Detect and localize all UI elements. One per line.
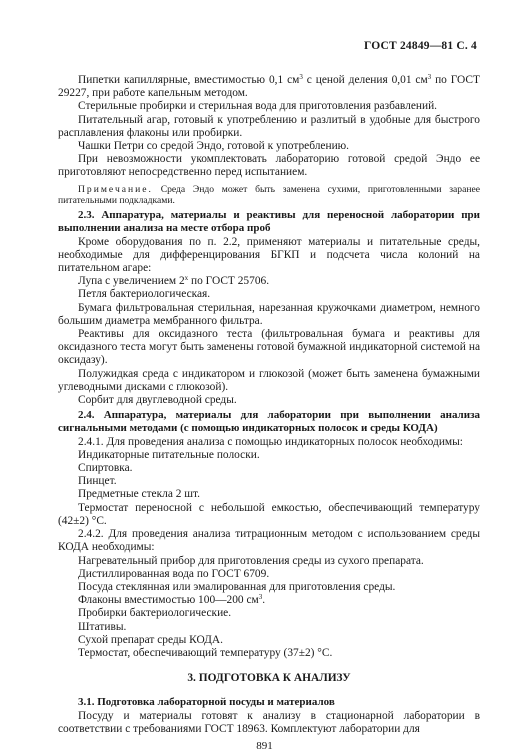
section-heading-3-1: 3.1. Подготовка лабораторной посуды и материалов	[78, 696, 335, 709]
paragraph-distilled-water: Дистиллированная вода по ГОСТ 6709.	[78, 567, 270, 580]
page-number: 891	[256, 740, 273, 752]
paragraph-sorbitol: Сорбит для двуглеводной среды.	[78, 394, 237, 407]
section-heading-2-3: 2.3. Аппаратура, материалы и реактивы для переносной лаборатории при выполнении анализа на месте отбора проб	[58, 209, 480, 235]
paragraph-test-tubes: Пробирки бактериологические.	[78, 607, 232, 620]
paragraph-thermostat-37: Термостат, обеспечивающий температуру (37±2) °С.	[78, 646, 333, 659]
paragraph-equipment-2-2: Кроме оборудования по п. 2.2, применяют материалы и питательные среды, необходимые для дифференцирования БГКП и подсчета числа колоний на питательном агаре:	[58, 235, 480, 275]
paragraph-portable-thermostat: Термостат переносной с небольшой емкостью, обеспечивающий температуру (42±2) °С.	[58, 501, 480, 527]
paragraph-sterile-tubes: Стерильные пробирки и стерильная вода для приготовления разбавлений.	[78, 100, 438, 113]
document-body	[58, 74, 480, 736]
paragraph-2-4-1: 2.4.1. Для проведения анализа с помощью индикаторных полосок необходимы:	[78, 435, 463, 448]
paragraph-indicator-strips: Индикаторные питательные полоски.	[78, 448, 260, 461]
paragraph-racks: Штативы.	[78, 620, 127, 633]
note-text: Среда Эндо может быть заменена сухими, приготовленными заранее питательными подкладками.	[58, 183, 480, 207]
paragraph-heater: Нагревательный прибор для приготовления среды из сухого препарата.	[78, 554, 424, 567]
section-heading-2-4: 2.4. Аппаратура, материалы для лаборатории при выполнении анализа сигнальными методами (с помощью индикаторных полосок и среды КОДА)	[58, 409, 480, 435]
note-label: Примечание.	[78, 183, 153, 195]
paragraph-semi-liquid-medium: Полужидкая среда с индикатором и глюкозой (может быть заменена бумажными углеводными дисками с глюкозой).	[58, 367, 480, 393]
paragraph-nutrient-agar: Питательный агар, готовый к употреблению и разлитый в удобные для быстрого расплавления флаконы или пробирки.	[58, 113, 480, 139]
paragraph-koda-preparation: Сухой препарат среды КОДА.	[78, 633, 223, 646]
paragraph-magnifier: Лупа с увеличением 2$^x$ по ГОСТ 25706.	[78, 274, 270, 288]
paragraph-glassware: Посуда стеклянная или эмалированная для приготовления среды.	[78, 580, 396, 593]
paragraph-preparation: Посуду и материалы готовят к анализу в стационарной лаборатории в соответствии с требованиями ГОСТ 18963. Комплектуют лаборатории для	[58, 709, 480, 735]
paragraph-petri-dishes: Чашки Петри со средой Эндо, готовой к употреблению.	[78, 140, 350, 153]
paragraph-tweezers: Пинцет.	[78, 475, 117, 488]
note	[58, 184, 480, 208]
paragraph-filter-paper: Бумага фильтровальная стерильная, нарезанная кружочками диаметром, немного большим диаметра мембранного фильтра.	[58, 301, 480, 327]
paragraph-oxidase-reagents: Реактивы для оксидазного теста (фильтровальная бумага и реактивы для оксидазного теста могут быть заменены готовой бумажной индикаторной системой на оксидазу).	[58, 328, 480, 367]
paragraph-slides: Предметные стекла 2 шт.	[78, 488, 201, 501]
paragraph-pipettes: Пипетки капиллярные, вместимостью 0,1 $см^3$ с ценой деления 0,01 $см^3$ по ГОСТ 29227, при работе капельным методом.	[58, 73, 480, 100]
paragraph-2-4-2: 2.4.2. Для проведения анализа титрационным методом с использованием среды КОДА необходимы:	[58, 528, 480, 554]
standard-header: ГОСТ 24849—81 С. 4	[364, 40, 477, 52]
paragraph-spirit-lamp: Спиртовка.	[78, 462, 133, 475]
paragraph-flasks: Флаконы вместимостью 100—200 $см^3$.	[78, 593, 266, 607]
paragraph-endo-medium: При невозможности укомплектовать лабораторию готовой средой Эндо ее приготовляют непосредственно перед испытанием.	[58, 153, 480, 179]
section-title-3: 3. ПОДГОТОВКА К АНАЛИЗУ	[187, 672, 351, 685]
paragraph-loop: Петля бактериологическая.	[78, 288, 211, 301]
